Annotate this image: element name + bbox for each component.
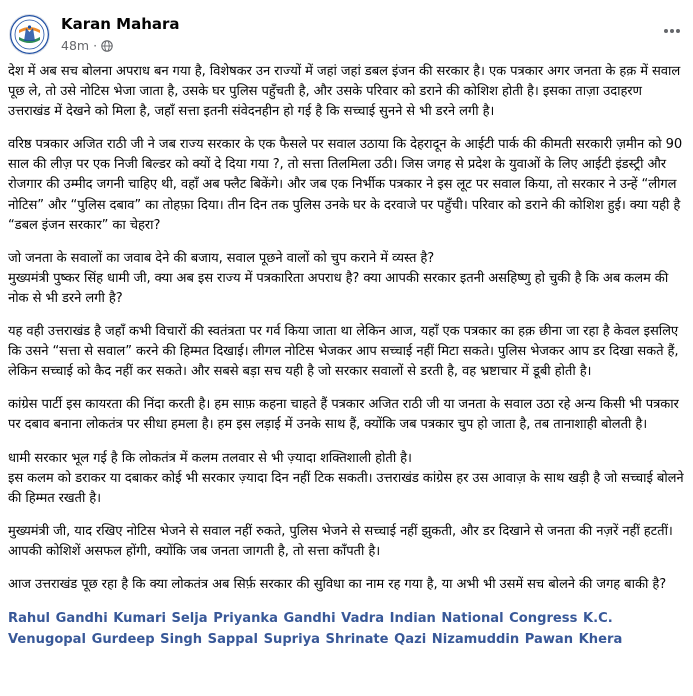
post-paragraph-8: आज उत्तराखंड पूछ रहा है कि क्या लोकतंत्र अब सिर्फ़ सरकार की सुविधा का नाम रह गया है, या अभी भी उसमें सच बोलने की जगह बाकी है? bbox=[8, 576, 667, 592]
more-options-icon[interactable] bbox=[659, 21, 685, 41]
post-meta bbox=[61, 38, 113, 53]
post-body bbox=[8, 62, 684, 650]
post-paragraph-2: वरिष्ठ पत्रकार अजित राठी जी ने जब राज्य सरकार के एक फैसले पर सवाल उठाया कि देहरादून के आईटी पार्क की कीमती सरकारी ज़मीन को 90 साल की लीज़ पर एक निजी बिल्डर को क्यों दे दिया गया ?, तो सत्ता तिलमिला उठी। जिस जगह से प्रदेश के युवाओं के लिए आईटी इंडस्ट्री और रोजगार की उम्मीद जगनी चाहिए थी, वहाँ अब फ्लैट बिकेंगे। और जब एक निर्भीक पत्रकार ने इस लूट पर सवाल किया, तो सरकार ने उन्हें “लीगल नोटिस” और “पुलिस दबाव” का तोहफ़ा दिया। तीन दिन तक पुलिस उनके घर के दरवाजे पर पहुँची। परिवार को डराने की कोशिश हुई। क्या यही है “डबल इंजन सरकार” का चेहरा? bbox=[8, 137, 683, 233]
avatar[interactable] bbox=[10, 15, 49, 54]
meta-separator: · bbox=[93, 38, 98, 53]
tag-link[interactable]: Indian National Congress bbox=[389, 611, 578, 627]
post-paragraph-5: कांग्रेस पार्टी इस कायरता की निंदा करती है। हम साफ़ कहना चाहते हैं पत्रकार अजित राठी जी या जनता के सवाल उठा रहे अन्य किसी भी पत्रकार पर दबाव बनाना लोकतंत्र पर सीधा हमला है। हम इस लड़ाई में उनके साथ हैं, क्योंकि जब पत्रकार चुप हो जाता है, तब तानाशाही बोलती है। bbox=[8, 397, 679, 433]
tag-list bbox=[8, 608, 684, 650]
post-paragraph-1: देश में अब सच बोलना अपराध बन गया है, विशेषकर उन राज्यों में जहां जहां डबल इंजन की सरकार है। एक पत्रकार अगर जनता के हक़ में सवाल पूछ ले, तो उसे नोटिस भेजा जाता है, उसके घर पुलिस पहुँचती है, और उसके परिवार को डराने की कोशिश होती है। इसका ताज़ा उदाहरण उत्तराखंड में देखने को मिला है, जहाँ सत्ता इतनी संवेदनहीन हो गई है कि सच्चाई सुनने से भी डरने लगी है। bbox=[8, 64, 681, 120]
tag-link[interactable]: Rahul Gandhi bbox=[8, 611, 108, 627]
post-header bbox=[7, 9, 687, 55]
globe-icon[interactable] bbox=[101, 40, 113, 52]
post-paragraph-3: जो जनता के सवालों का जवाब देने की बजाय, सवाल पूछने वालों को चुप कराने में व्यस्त है? मुख्यमंत्री पुष्कर सिंह धामी जी, क्या अब इस राज्य में पत्रकारिता अपराध है? क्या आपकी सरकार इतनी असहिष्णु हो चुकी है कि अब कलम की नोक से भी डरने लगी है? bbox=[8, 250, 669, 306]
author-name[interactable]: Karan Mahara bbox=[61, 15, 180, 33]
post-paragraph-4: यह वही उत्तराखंड है जहाँ कभी विचारों की स्वतंत्रता पर गर्व किया जाता था लेकिन आज, यहाँ एक पत्रकार का हक़ छीना जा रहा है केवल इसलिए कि उसने “सत्ता से सवाल” करने की हिम्मत दिखाई। लीगल नोटिस भेजकर आप सच्चाई नहीं मिटा सकते। पुलिस भेजकर आप डर दिखा सकते हैं, लेकिन सच्चाई को कैद नहीं कर सकते। और सबसे बड़ा सच यही है जो सरकार सवालों से डरती है, वह भ्रष्टाचार में डूबी होती है। bbox=[8, 324, 679, 380]
congress-logo-avatar bbox=[10, 15, 49, 54]
tag-link[interactable]: Qazi Nizamuddin bbox=[394, 632, 520, 648]
tag-link[interactable]: Kumari Selja bbox=[113, 611, 208, 627]
tag-link[interactable]: Gurdeep Singh Sappal bbox=[91, 632, 258, 648]
post-paragraph-7: मुख्यमंत्री जी, याद रखिए नोटिस भेजने से सवाल नहीं रुकते, पुलिस भेजने से सच्चाई नहीं झुकती, और डर दिखाने से जनता की नज़रें नहीं हटतीं। आपकी कोशिशें असफल होंगी, क्योंकि जब जनता जागती है, तो सत्ता काँपती है। bbox=[8, 523, 673, 559]
tag-link[interactable]: K.C. Venugopal bbox=[8, 611, 613, 648]
tag-link[interactable]: Supriya Shrinate bbox=[263, 632, 389, 648]
tag-link[interactable]: Priyanka Gandhi Vadra bbox=[213, 611, 385, 627]
tag-link[interactable]: Pawan Khera bbox=[524, 632, 623, 648]
post-paragraph-6: धामी सरकार भूल गई है कि लोकतंत्र में कलम तलवार से भी ज़्यादा शक्तिशाली होती है। इस कलम को डराकर या दबाकर कोई भी सरकार ज़्यादा दिन नहीं टिक सकती। उत्तराखंड कांग्रेस हर उस आवाज़ के साथ खड़ी है जो सच्चाई बोलने की हिम्मत रखती है। bbox=[8, 450, 684, 506]
post-time[interactable]: 48m bbox=[61, 38, 90, 53]
